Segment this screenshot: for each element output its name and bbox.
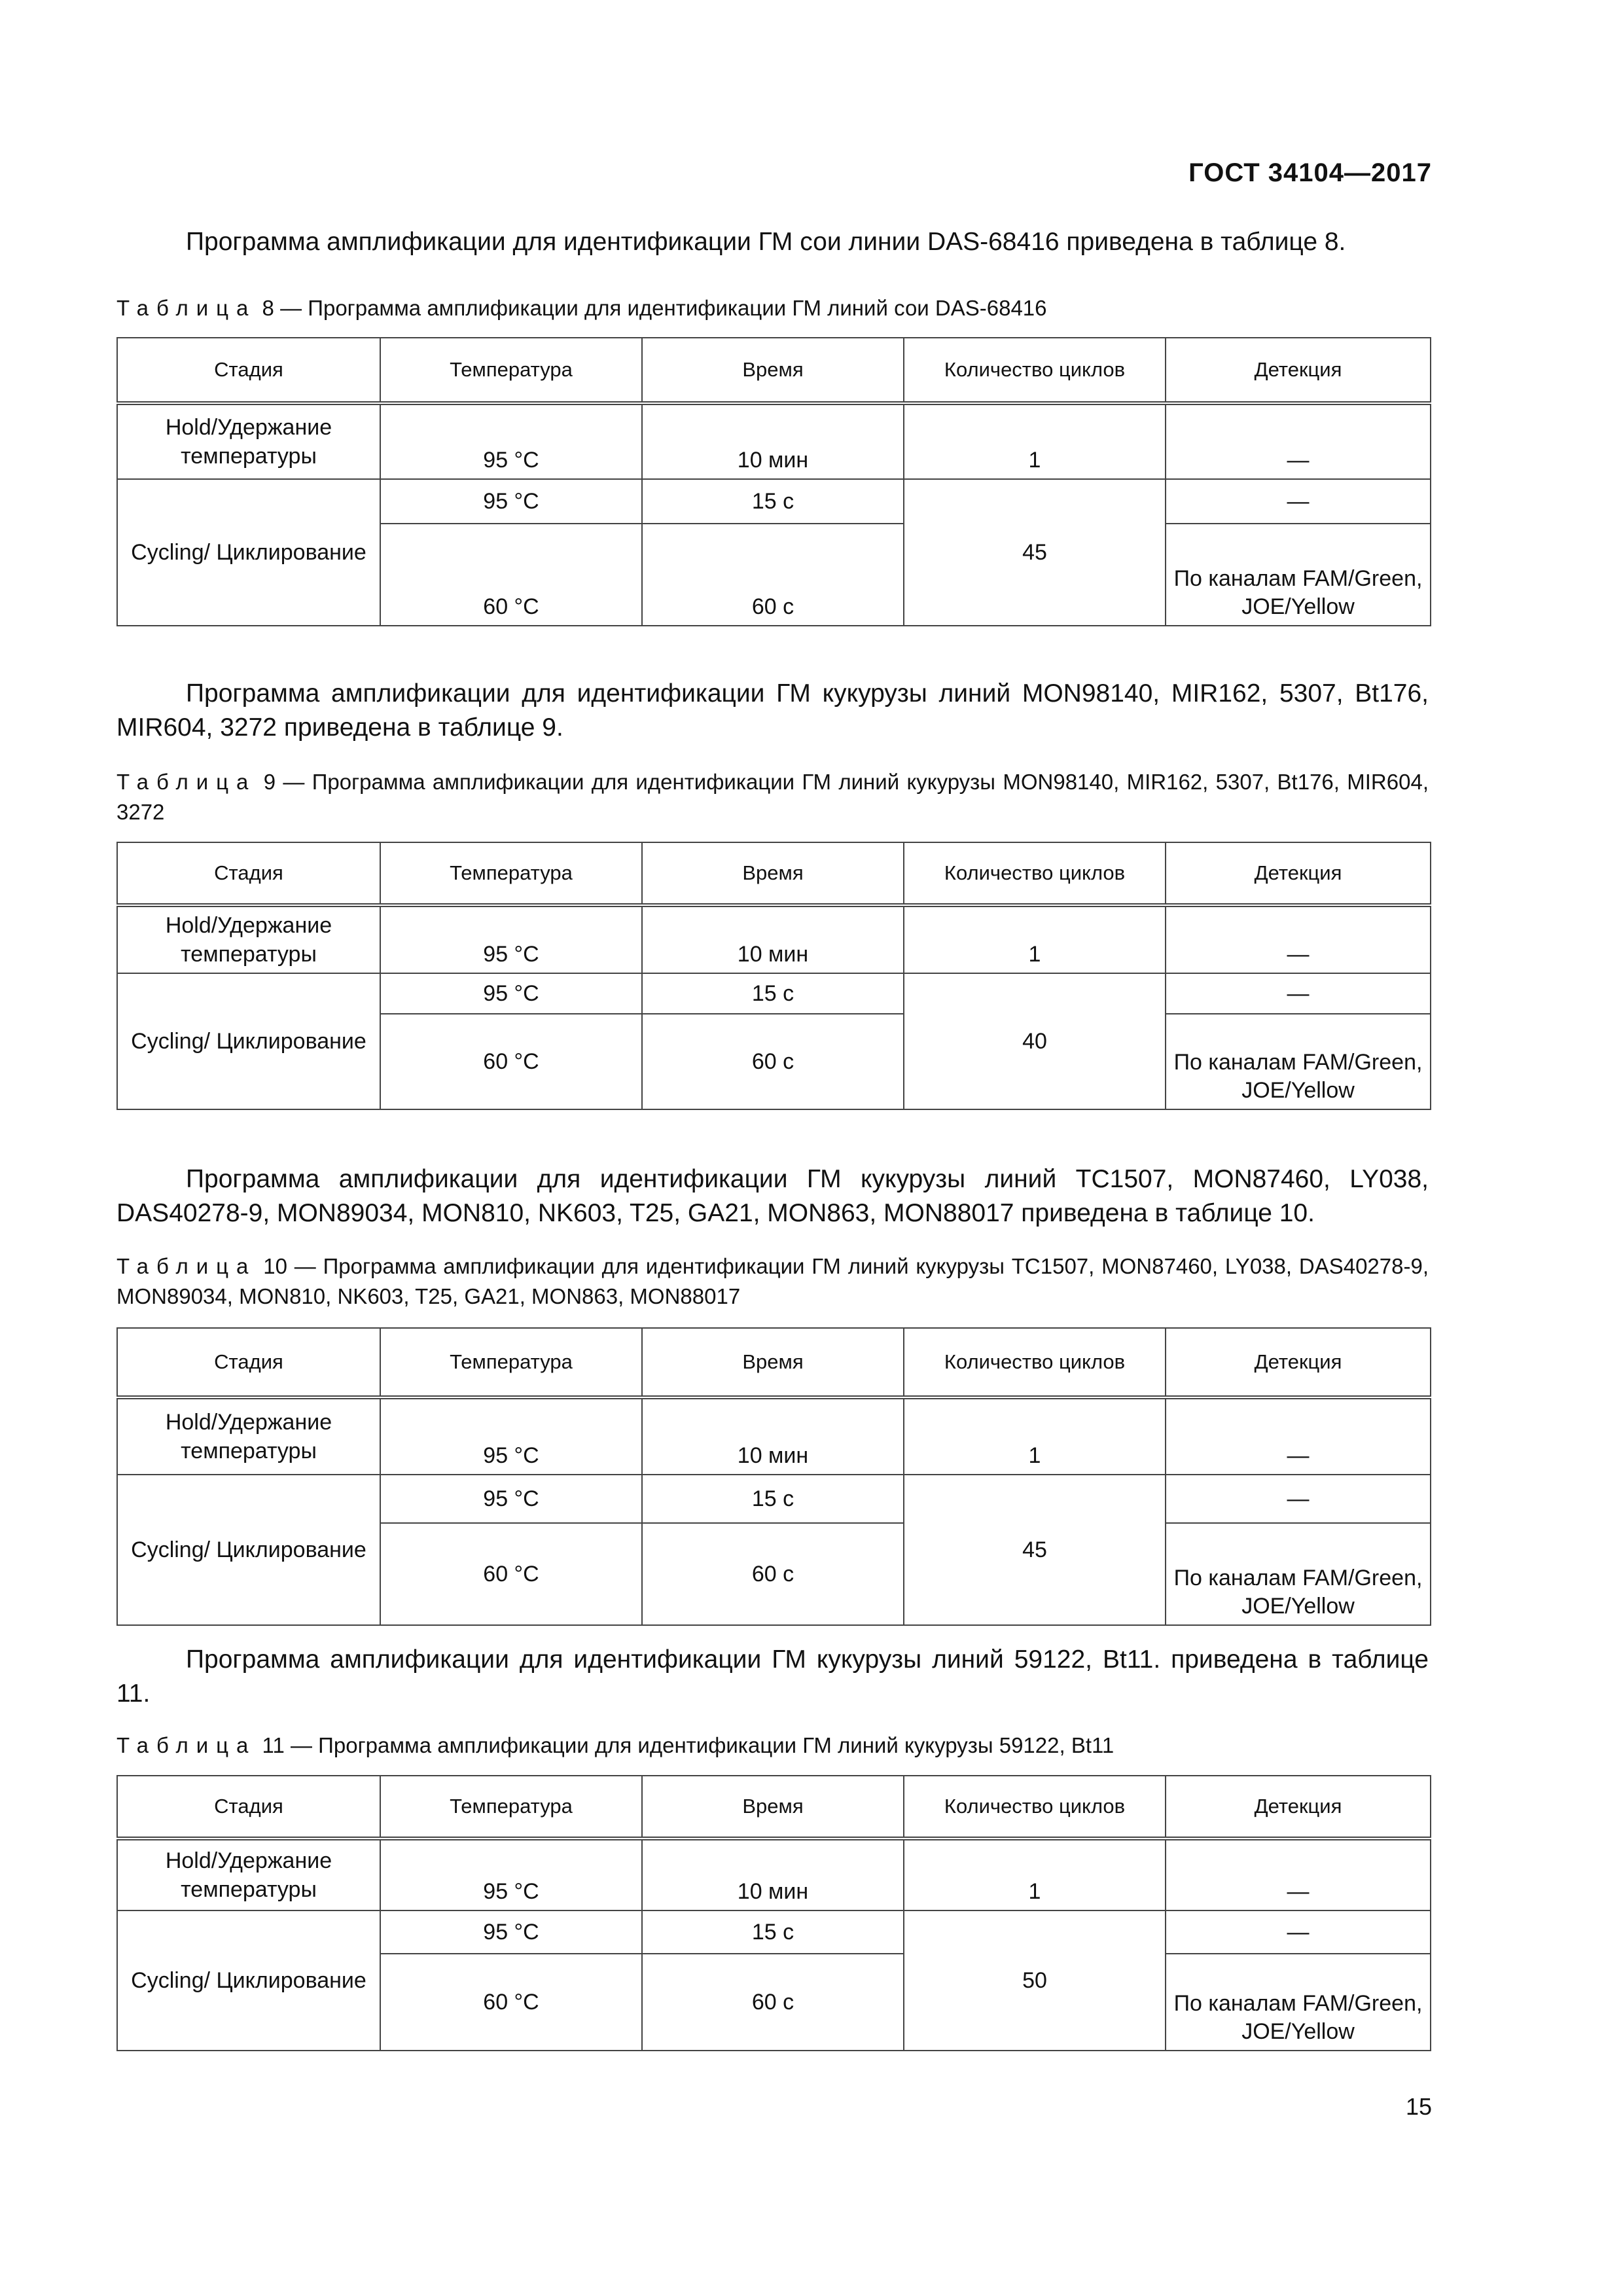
detection-cell: —: [1166, 403, 1431, 479]
detection-cell: —: [1166, 1475, 1431, 1523]
temp-cell: 60 °С: [380, 1014, 642, 1109]
col-header-cycles: Количество циклов: [904, 338, 1166, 403]
cycles-cell: 1: [904, 905, 1166, 973]
temp-cell: 60 °С: [380, 1523, 642, 1625]
col-header-temperature: Температура: [380, 842, 642, 905]
detection-cell: По каналам FAM/Green, JOE/Yellow: [1166, 1954, 1431, 2051]
time-cell: 60 с: [642, 1014, 904, 1109]
table-row: [117, 1839, 1431, 1910]
stage-cycling: Cycling/ Циклирование: [117, 479, 380, 626]
table-row: [117, 1397, 1431, 1475]
col-header-cycles: Количество циклов: [904, 842, 1166, 905]
time-cell: 60 с: [642, 1523, 904, 1625]
table-10-caption: [116, 1251, 1429, 1312]
temp-cell: 95 °С: [380, 479, 642, 524]
table-11: [116, 1775, 1431, 2051]
intro-paragraph-10: Программа амплификации для идентификации ГМ кукурузы линий TC1507, MON87460, LY038, DAS40278-9, MON89034, MON810, NK603, T25, GA21, MON863, MON88017 приведена в таблице 10.: [116, 1165, 1429, 1227]
detection-cell: По каналам FAM/Green, JOE/Yellow: [1166, 1523, 1431, 1625]
stage-hold: Hold/Удержание температуры: [117, 1397, 380, 1475]
col-header-stage: Стадия: [117, 842, 380, 905]
time-cell: 60 с: [642, 1954, 904, 2051]
time-cell: 10 мин: [642, 1397, 904, 1475]
caption-label: Таблица: [116, 770, 257, 794]
time-cell: 10 мин: [642, 403, 904, 479]
col-header-temperature: Температура: [380, 338, 642, 403]
cycles-cell: 1: [904, 403, 1166, 479]
temp-cell: 60 °С: [380, 1954, 642, 2051]
detection-cell: —: [1166, 973, 1431, 1014]
temp-cell: 95 °С: [380, 403, 642, 479]
caption-label: Таблица: [116, 1733, 257, 1757]
stage-hold: Hold/Удержание температуры: [117, 1839, 380, 1910]
time-cell: 10 мин: [642, 1839, 904, 1910]
table-row: [117, 1475, 1431, 1523]
detection-cell: —: [1166, 1839, 1431, 1910]
table-10: [116, 1327, 1431, 1626]
cycles-cell: 45: [904, 479, 1166, 626]
detection-cell: —: [1166, 479, 1431, 524]
temp-cell: 95 °С: [380, 1397, 642, 1475]
col-header-time: Время: [642, 1328, 904, 1397]
temp-cell: 95 °С: [380, 905, 642, 973]
col-header-cycles: Количество циклов: [904, 1776, 1166, 1839]
caption-text: 10 — Программа амплификации для идентификации ГМ линий кукурузы TC1507, MON87460, LY038, DAS40278-9, MON89034, MON810, NK603, T25, GA21, MON863, MON88017: [116, 1254, 1429, 1308]
cycles-cell: 50: [904, 1910, 1166, 2051]
time-cell: 15 с: [642, 973, 904, 1014]
detection-cell: —: [1166, 1910, 1431, 1954]
col-header-detection: Детекция: [1166, 1328, 1431, 1397]
temp-cell: 60 °С: [380, 524, 642, 626]
time-cell: 15 с: [642, 1475, 904, 1523]
cycles-cell: 1: [904, 1397, 1166, 1475]
detection-cell: —: [1166, 1397, 1431, 1475]
table-9: [116, 842, 1431, 1110]
cycles-cell: 45: [904, 1475, 1166, 1625]
table-8-caption: [116, 293, 1429, 323]
col-header-time: Время: [642, 842, 904, 905]
stage-cycling: Cycling/ Циклирование: [117, 973, 380, 1109]
time-cell: 15 с: [642, 1910, 904, 1954]
detection-cell: По каналам FAM/Green, JOE/Yellow: [1166, 524, 1431, 626]
caption-text: 9 — Программа амплификации для идентификации ГМ линий кукурузы MON98140, MIR162, 5307, Bt176, MIR604, 3272: [116, 770, 1429, 824]
caption-label: Таблица: [116, 296, 257, 320]
document-header: ГОСТ 34104—2017: [1188, 158, 1432, 187]
detection-cell: По каналам FAM/Green, JOE/Yellow: [1166, 1014, 1431, 1109]
detection-cell: —: [1166, 905, 1431, 973]
caption-text: 11 — Программа амплификации для идентификации ГМ линий кукурузы 59122, Bt11: [256, 1733, 1115, 1757]
table-row: [117, 403, 1431, 479]
intro-paragraph-8: Программа амплификации для идентификации ГМ сои линии DAS-68416 приведена в таблице 8.: [186, 228, 1346, 256]
stage-cycling: Cycling/ Циклирование: [117, 1910, 380, 2051]
table-row: [117, 479, 1431, 524]
col-header-stage: Стадия: [117, 1776, 380, 1839]
col-header-detection: Детекция: [1166, 842, 1431, 905]
table-11-caption: [116, 1731, 1429, 1761]
table-row: [117, 973, 1431, 1014]
caption-text: 8 — Программа амплификации для идентификации ГМ линий сои DAS-68416: [256, 296, 1047, 320]
table-row: [117, 905, 1431, 973]
col-header-time: Время: [642, 338, 904, 403]
col-header-temperature: Температура: [380, 1776, 642, 1839]
cycles-cell: 40: [904, 973, 1166, 1109]
col-header-detection: Детекция: [1166, 338, 1431, 403]
stage-hold: Hold/Удержание температуры: [117, 403, 380, 479]
temp-cell: 95 °С: [380, 973, 642, 1014]
time-cell: 60 с: [642, 524, 904, 626]
col-header-detection: Детекция: [1166, 1776, 1431, 1839]
col-header-cycles: Количество циклов: [904, 1328, 1166, 1397]
time-cell: 10 мин: [642, 905, 904, 973]
col-header-temperature: Температура: [380, 1328, 642, 1397]
col-header-stage: Стадия: [117, 338, 380, 403]
temp-cell: 95 °С: [380, 1475, 642, 1523]
intro-paragraph-9: Программа амплификации для идентификации ГМ кукурузы линий MON98140, MIR162, 5307, Bt176, MIR604, 3272 приведена в таблице 9.: [116, 679, 1429, 742]
cycles-cell: 1: [904, 1839, 1166, 1910]
stage-hold: Hold/Удержание температуры: [117, 905, 380, 973]
intro-paragraph-11: Программа амплификации для идентификации ГМ кукурузы линий 59122, Bt11. приведена в таблице 11.: [116, 1645, 1429, 1708]
time-cell: 15 с: [642, 479, 904, 524]
table-8: [116, 337, 1431, 626]
stage-cycling: Cycling/ Циклирование: [117, 1475, 380, 1625]
temp-cell: 95 °С: [380, 1839, 642, 1910]
col-header-time: Время: [642, 1776, 904, 1839]
col-header-stage: Стадия: [117, 1328, 380, 1397]
table-row: [117, 1910, 1431, 1954]
temp-cell: 95 °С: [380, 1910, 642, 1954]
table-9-caption: [116, 767, 1429, 827]
caption-label: Таблица: [116, 1254, 257, 1278]
page-number: 15: [1405, 2093, 1432, 2120]
